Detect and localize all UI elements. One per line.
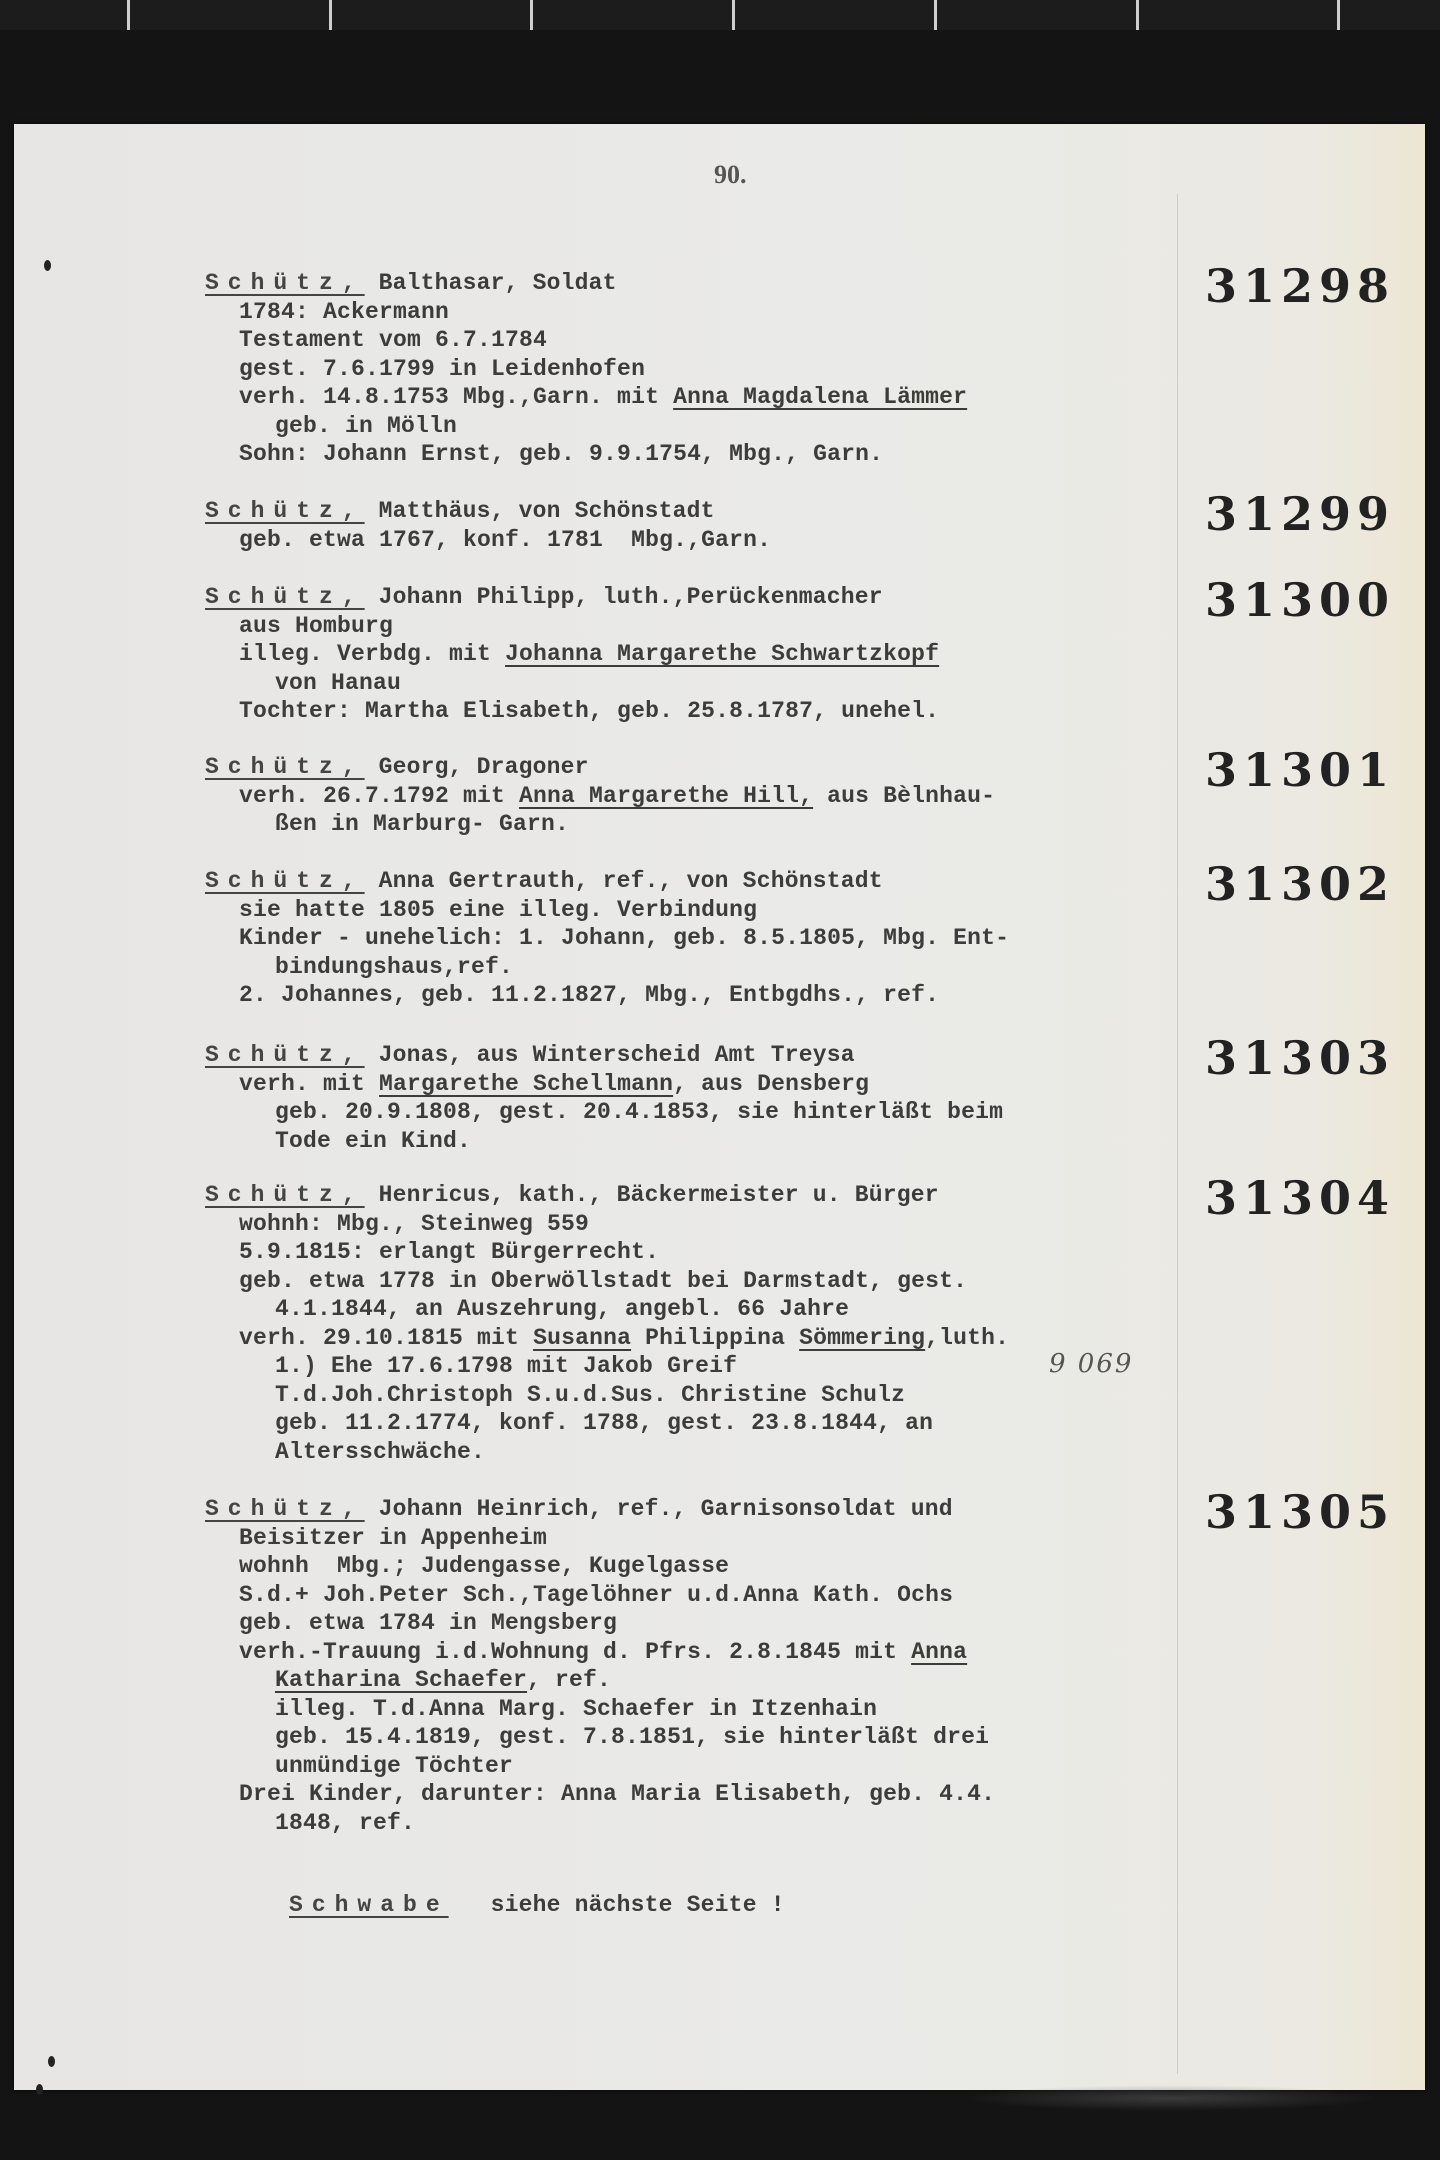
entry-text: , ref. xyxy=(527,1667,612,1693)
entry-line xyxy=(205,526,1205,555)
entry-line xyxy=(205,953,1205,982)
strip-tick xyxy=(1136,0,1139,30)
entry-text: 2. Johannes, geb. 11.2.1827, Mbg., Entbgdhs., ref. xyxy=(239,982,940,1008)
entry-line xyxy=(205,583,1205,612)
entry-line xyxy=(205,1181,1205,1210)
entry-line xyxy=(205,1324,1205,1353)
entry-text: 1848, ref. xyxy=(275,1809,416,1836)
entry-line xyxy=(205,1127,1205,1156)
entry-text: verh. 29.10.1815 mit xyxy=(239,1324,534,1351)
spouse-name: Anna Magdalena Lämmer xyxy=(673,384,968,410)
entry-text: verh.-Trauung i.d.Wohnung d. Pfrs. 2.8.1845 mit xyxy=(239,1638,912,1665)
entry-text: von Hanau xyxy=(275,669,402,696)
entry-line xyxy=(205,1638,1205,1667)
entry-text: unmündige Töchter xyxy=(275,1752,514,1779)
margin-mark xyxy=(36,2084,43,2095)
strip-tick xyxy=(127,0,130,30)
entry-line xyxy=(205,1238,1205,1267)
entry-text: Altersschwäche. xyxy=(275,1438,486,1465)
entry-line xyxy=(205,1495,1205,1524)
footer-surname: Schwabe xyxy=(289,1891,449,1918)
entry-line xyxy=(205,1438,1205,1467)
footer-reference xyxy=(205,1862,1205,1948)
entry-text: Henricus, kath., Bäckermeister u. Bürger xyxy=(364,1182,939,1208)
entry-surname: Schütz, xyxy=(205,868,365,894)
entry-line xyxy=(205,326,1205,355)
entry-line xyxy=(205,1809,1205,1838)
register-entry xyxy=(205,269,1205,469)
strip-tick xyxy=(530,0,533,30)
entry-line xyxy=(205,1723,1205,1752)
entry-text: 1784: Ackermann xyxy=(239,298,450,325)
entry-line xyxy=(205,612,1205,641)
entry-text: S.d.+ Joh.Peter Sch.,Tagelöhner u.d.Anna Kath. Ochs xyxy=(239,1581,954,1608)
entry-text: Testament vom 6.7.1784 xyxy=(239,327,548,353)
entry-line xyxy=(205,269,1205,298)
entry-line xyxy=(205,1098,1205,1127)
entry-text: Kinder - unehelich: 1. Johann, geb. 8.5.1805, Mbg. Ent- xyxy=(239,925,1010,951)
entry-line xyxy=(205,697,1205,726)
entry-line xyxy=(205,1267,1205,1296)
entry-line xyxy=(205,298,1205,327)
entry-line xyxy=(205,1210,1205,1239)
entry-line xyxy=(205,1295,1205,1324)
entry-text: Georg, Dragoner xyxy=(364,754,589,780)
entry-surname: Schütz, xyxy=(205,270,365,296)
entry-text: ßen in Marburg- Garn. xyxy=(275,811,570,837)
entry-line xyxy=(205,1695,1205,1724)
entry-line xyxy=(205,1041,1205,1070)
entry-number: 31300 xyxy=(1205,573,1396,627)
entry-text: Sohn: Johann Ernst, geb. 9.9.1754, Mbg., Garn. xyxy=(239,441,884,467)
document-page xyxy=(14,124,1425,2090)
entry-text: 1.) Ehe 17.6.1798 mit Jakob Greif xyxy=(275,1353,738,1379)
entry-line xyxy=(205,669,1205,698)
entry-line xyxy=(205,640,1205,669)
entry-line xyxy=(205,867,1205,896)
entry-text: verh. 14.8.1753 Mbg.,Garn. mit xyxy=(239,384,674,410)
entry-text: sie hatte 1805 eine illeg. Verbindung xyxy=(239,896,758,923)
entry-line xyxy=(205,782,1205,811)
entry-surname: Schütz, xyxy=(205,584,365,610)
entry-text: Philippina xyxy=(631,1324,800,1351)
entry-text: geb. 20.9.1808, gest. 20.4.1853, sie hinterläßt beim xyxy=(275,1099,1004,1125)
entry-text: aus Homburg xyxy=(239,612,394,639)
register-entry xyxy=(205,1495,1205,1837)
entry-line xyxy=(205,355,1205,384)
entry-text: geb. in Mölln xyxy=(275,412,458,439)
entry-text: 4.1.1844, an Auszehrung, angebl. 66 Jahre xyxy=(275,1296,850,1322)
entry-surname: Schütz, xyxy=(205,754,365,780)
margin-mark xyxy=(48,2056,55,2067)
strip-tick xyxy=(732,0,735,30)
entry-number: 31303 xyxy=(1205,1031,1396,1085)
register-entry xyxy=(205,867,1205,1010)
entry-line xyxy=(205,440,1205,469)
entry-text: Matthäus, von Schönstadt xyxy=(364,498,715,524)
entry-number: 31298 xyxy=(1205,259,1396,313)
entry-text: illeg. T.d.Anna Marg. Schaefer in Itzenhain xyxy=(275,1695,878,1722)
entry-text: Tochter: Martha Elisabeth, geb. 25.8.1787, unehel. xyxy=(239,698,940,724)
entry-number: 31299 xyxy=(1205,487,1396,541)
entry-text: wohnh Mbg.; Judengasse, Kugelgasse xyxy=(239,1553,730,1579)
register-entry xyxy=(205,583,1205,726)
entry-line xyxy=(205,753,1205,782)
entry-line xyxy=(205,1070,1205,1099)
entry-surname: Schütz, xyxy=(205,1042,365,1068)
register-entry xyxy=(205,1041,1205,1155)
entry-text: aus Bèlnhau- xyxy=(813,782,996,809)
strip-tick xyxy=(1337,0,1340,30)
entry-text: verh. 26.7.1792 mit xyxy=(239,782,520,809)
entry-text: geb. etwa 1778 in Oberwöllstadt bei Darmstadt, gest. xyxy=(239,1267,968,1294)
entry-number: 31305 xyxy=(1205,1485,1396,1539)
entry-text: bindungshaus,ref. xyxy=(275,953,514,980)
entry-line xyxy=(205,1381,1205,1410)
footer-text: siehe nächste Seite ! xyxy=(448,1891,785,1918)
entry-surname: Schütz, xyxy=(205,1496,365,1522)
entry-text: geb. 11.2.1774, konf. 1788, gest. 23.8.1844, an xyxy=(275,1410,934,1436)
spouse-name: Margarethe Schellmann xyxy=(379,1070,674,1097)
entry-text: geb. etwa 1784 in Mengsberg xyxy=(239,1610,618,1636)
entry-text: Tode ein Kind. xyxy=(275,1127,472,1154)
spouse-name: Johanna Margarethe Schwartzkopf xyxy=(505,641,940,667)
entry-line xyxy=(205,1752,1205,1781)
register-entry xyxy=(205,497,1205,554)
entry-text: verh. mit xyxy=(239,1070,380,1097)
register-entry xyxy=(205,753,1205,839)
entry-line xyxy=(205,924,1205,953)
entry-number: 31304 xyxy=(1205,1171,1396,1225)
entry-line xyxy=(205,1552,1205,1581)
entry-text: Johann Philipp, luth.,Perückenmacher xyxy=(364,584,883,610)
entry-line xyxy=(205,1780,1205,1809)
entry-line xyxy=(205,981,1205,1010)
register-entry xyxy=(205,1181,1205,1466)
scanner-strip xyxy=(0,0,1440,30)
entry-text: Johann Heinrich, ref., Garnisonsoldat und xyxy=(364,1496,953,1522)
entry-line xyxy=(205,896,1205,925)
entry-line xyxy=(205,1409,1205,1438)
strip-tick xyxy=(329,0,332,30)
entry-text: Drei Kinder, darunter: Anna Maria Elisabeth, geb. 4.4. xyxy=(239,1781,996,1807)
entry-line xyxy=(205,497,1205,526)
entry-text: geb. etwa 1767, konf. 1781 Mbg.,Garn. xyxy=(239,526,772,553)
page-shadow xyxy=(960,2085,1380,2111)
entry-line xyxy=(205,412,1205,441)
entry-text: Beisitzer in Appenheim xyxy=(239,1524,548,1551)
entry-number: 31301 xyxy=(1205,743,1396,797)
spouse-name: Sömmering xyxy=(799,1324,926,1351)
entry-surname: Schütz, xyxy=(205,1182,365,1208)
entry-line xyxy=(205,1581,1205,1610)
entry-text: gest. 7.6.1799 in Leidenhofen xyxy=(239,355,646,382)
entry-text: geb. 15.4.1819, gest. 7.8.1851, sie hinterläßt drei xyxy=(275,1724,990,1750)
entry-text: , aus Densberg xyxy=(673,1070,870,1097)
margin-mark xyxy=(44,260,51,271)
entry-line xyxy=(205,1609,1205,1638)
entry-number: 31302 xyxy=(1205,857,1396,911)
entry-line xyxy=(205,1524,1205,1553)
entry-text: T.d.Joh.Christoph S.u.d.Sus. Christine Schulz xyxy=(275,1381,906,1408)
entry-text: illeg. Verbdg. mit xyxy=(239,641,506,667)
entry-line xyxy=(205,383,1205,412)
spouse-name: Katharina Schaefer xyxy=(275,1667,528,1693)
entry-line xyxy=(205,810,1205,839)
entry-text: Balthasar, Soldat xyxy=(364,270,617,296)
entry-text: wohnh: Mbg., Steinweg 559 xyxy=(239,1210,590,1237)
page-number: 90. xyxy=(714,160,747,189)
spouse-name: Susanna xyxy=(533,1324,632,1351)
strip-tick xyxy=(934,0,937,30)
entry-text: 5.9.1815: erlangt Bürgerrecht. xyxy=(239,1239,660,1265)
entry-surname: Schütz, xyxy=(205,498,365,524)
entry-line xyxy=(205,1666,1205,1695)
entry-text: Anna Gertrauth, ref., von Schönstadt xyxy=(364,868,883,894)
spouse-name: Anna xyxy=(911,1638,968,1665)
spouse-name: Anna Margarethe Hill, xyxy=(519,782,814,809)
entry-text: Jonas, aus Winterscheid Amt Treysa xyxy=(364,1042,855,1068)
entry-text: ,luth. xyxy=(925,1324,1010,1351)
handwritten-note: 9 069 xyxy=(1049,1349,1134,1379)
